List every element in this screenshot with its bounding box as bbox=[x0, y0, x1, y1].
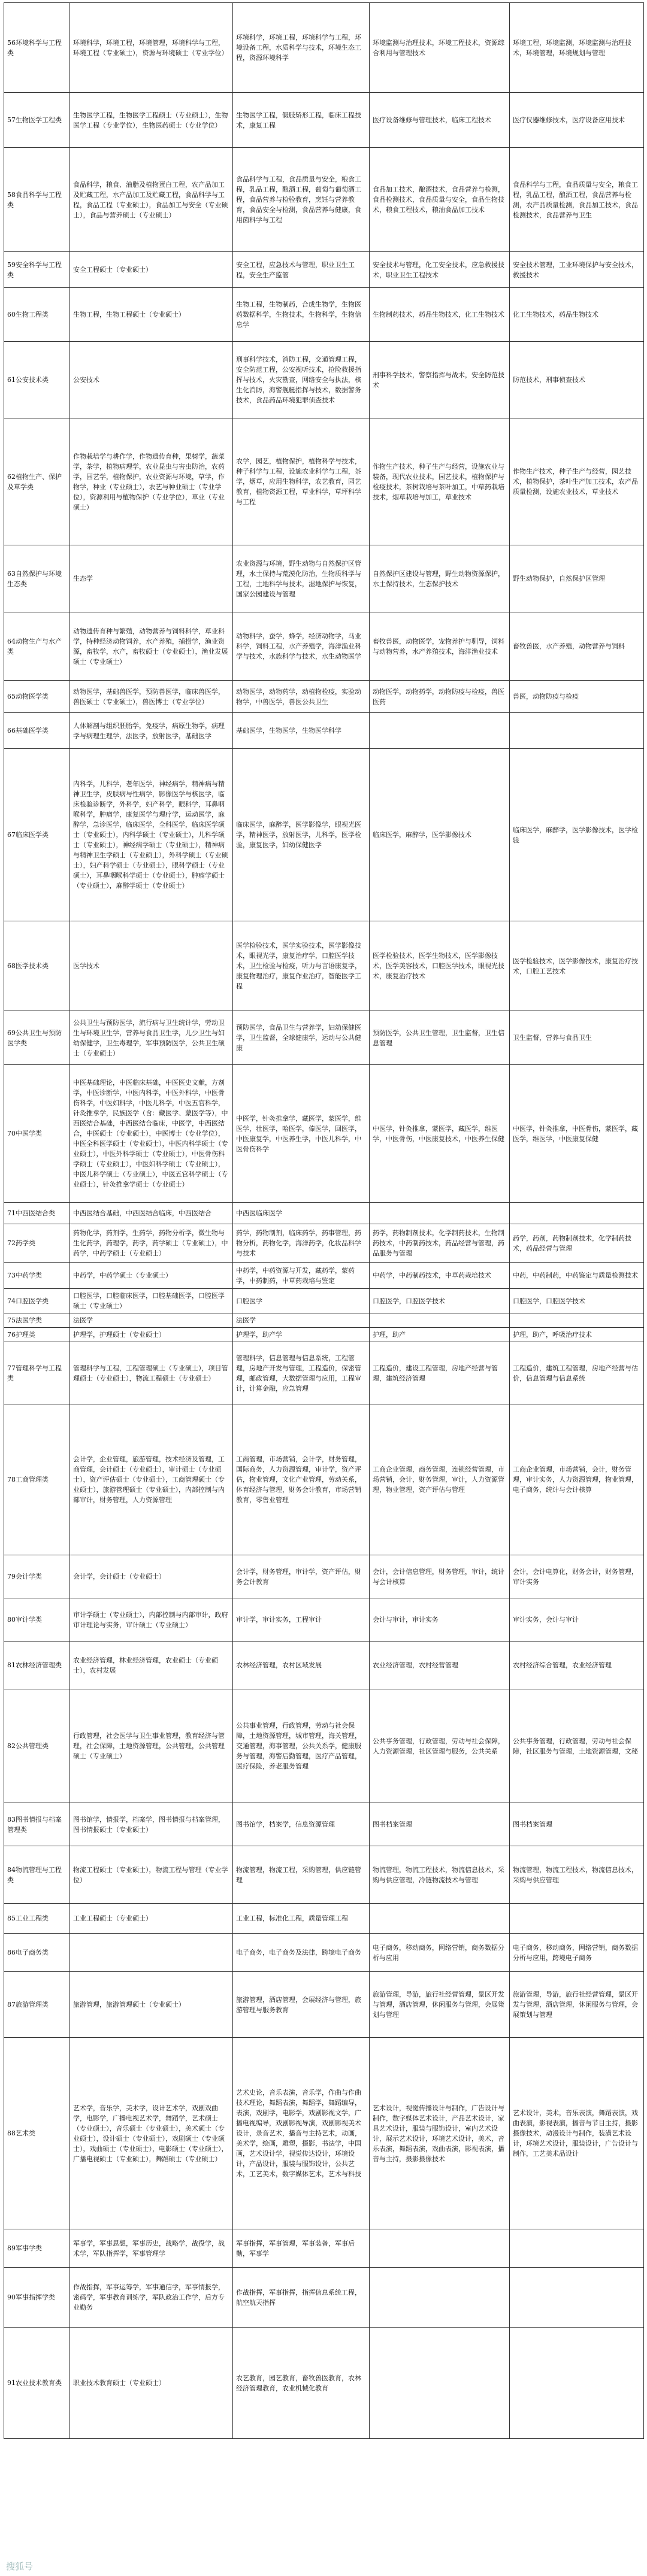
vocational-majors-cell: 医疗设备维修与管理技术，临床工程技术 bbox=[370, 93, 510, 148]
postgraduate-majors-cell: 作战指挥，军事运筹学，军事通信学，军事情报学，密码学，军事教育训练学，军队政治工作学，后方专业勤务 bbox=[70, 2268, 233, 2328]
vocational-majors-cell: 会计，会计信息管理，财务管理，审计，统计与会计核算 bbox=[370, 1555, 510, 1598]
vocational-majors-cell: 药学，药物制剂技术，化学制药技术，生物制药技术，中药制药技术，药品经营与管理，药品服务与管理 bbox=[370, 1224, 510, 1263]
postgraduate-majors-cell: 医学技术 bbox=[70, 921, 233, 1011]
secondary-majors-cell: 野生动物保护，自然保护区管理 bbox=[510, 545, 644, 612]
vocational-majors-cell: 旅游管理，导游，旅行社经营管理，景区开发与管理，酒店管理，休闲服务与管理，会展策划与管理 bbox=[370, 1972, 510, 2038]
secondary-majors-cell: 畜牧兽医，水产养殖，动物营养与饲料 bbox=[510, 612, 644, 681]
undergraduate-majors-cell: 艺术史论，音乐表演，音乐学，作曲与作曲技术理论，舞蹈表演，舞蹈学，舞蹈编导，表演，戏剧学，电影学，戏剧影视文学，广播电视编导，戏剧影视导演，戏剧影视美术设计，录音艺术，播音与主持艺术，动画，美术学，绘画，雕塑，摄影，书法学，中国画，艺术设计学，视觉传达设计，环境设计，产品设计，服装与服饰设计，公共艺术，工艺美术，数字媒体艺术，艺术与科技 bbox=[233, 2038, 370, 2229]
vocational-majors-cell: 预防医学，公共卫生管理，卫生监督，卫生信息管理 bbox=[370, 1011, 510, 1065]
table-row bbox=[4, 1328, 644, 1342]
table-row bbox=[4, 342, 644, 418]
vocational-majors-cell: 护理，助产 bbox=[370, 1328, 510, 1342]
postgraduate-majors-cell: 食品科学，粮食、油脂及植物蛋白工程，农产品加工及贮藏工程，水产品加工及贮藏工程，食品科学与工程，食品工程（专业硕士），食品加工与安全（专业硕士），食品与营养硕士（专业硕士） bbox=[70, 148, 233, 252]
watermark: 搜狐号 bbox=[6, 2561, 34, 2572]
undergraduate-majors-cell: 药学，药物制剂，临床药学，药事管理，药物分析，药物化学，海洋药学，化妆品科学与技术 bbox=[233, 1224, 370, 1263]
table-row bbox=[4, 1289, 644, 1313]
postgraduate-majors-cell: 中西医结合基础，中西医结合临床，中西医结合 bbox=[70, 1203, 233, 1224]
undergraduate-majors-cell: 农艺教育，园艺教育，畜牧兽医教育，农林经济管理教育，农业机械化教育 bbox=[233, 2328, 370, 2439]
undergraduate-majors-cell: 安全工程，应急技术与管理，职业卫生工程，安全生产监管 bbox=[233, 252, 370, 288]
vocational-majors-cell: 中医学，针灸推拿，蒙医学，藏医学，维医学，中医骨伤，中医康复技术，中医养生保健 bbox=[370, 1065, 510, 1203]
category-cell: 67临床医学类 bbox=[4, 749, 70, 921]
category-cell: 81农林经济管理类 bbox=[4, 1642, 70, 1689]
secondary-majors-cell: 兽医，动物防疫与检疫 bbox=[510, 681, 644, 713]
category-cell: 62植物生产、保护及草学类 bbox=[4, 418, 70, 545]
category-cell: 72药学类 bbox=[4, 1224, 70, 1263]
secondary-majors-cell: 工程造价，建筑工程管理，房地产经营与估价，信息管理与信息系统 bbox=[510, 1342, 644, 1404]
secondary-majors-cell: 中药，中药制药，中药鉴定与质量检测技术 bbox=[510, 1263, 644, 1289]
vocational-majors-cell: 安全技术与管理，化工安全技术，应急救援技术，职业卫生工程技术 bbox=[370, 252, 510, 288]
vocational-majors-cell bbox=[370, 1313, 510, 1328]
undergraduate-majors-cell: 旅游管理，酒店管理，会展经济与管理，旅游管理与服务教育 bbox=[233, 1972, 370, 2038]
secondary-majors-cell: 电子商务，移动商务，网络营销，商务数据分析与应用，跨境电子商务 bbox=[510, 1934, 644, 1972]
vocational-majors-cell: 图书档案管理 bbox=[370, 1803, 510, 1846]
undergraduate-majors-cell: 医学检验技术，医学实验技术，医学影像技术，眼视光学，康复治疗学，口腔医学技术，卫生检验与检疫，听力与言语康复学，康复物理治疗，康复作业治疗，智能医学工程 bbox=[233, 921, 370, 1011]
postgraduate-majors-cell: 职业技术教育硕士（专业硕士） bbox=[70, 2328, 233, 2439]
table-row bbox=[4, 93, 644, 148]
undergraduate-majors-cell: 会计学，财务管理，审计学，资产评估，财务会计教育 bbox=[233, 1555, 370, 1598]
secondary-majors-cell: 图书档案管理 bbox=[510, 1803, 644, 1846]
vocational-majors-cell: 物流管理，物流工程技术，物流信息技术，采购与供应管理，冷链物流技术与管理 bbox=[370, 1846, 510, 1904]
postgraduate-majors-cell: 会计学，会计硕士（专业硕士） bbox=[70, 1555, 233, 1598]
table-row bbox=[4, 1065, 644, 1203]
category-cell: 84物流管理与工程类 bbox=[4, 1846, 70, 1904]
undergraduate-majors-cell: 环境科学，环境工程，环境科学与工程，环境设备工程，水质科学与技术，环境生态工程，资源环境科学 bbox=[233, 3, 370, 93]
secondary-majors-cell: 防范技术，刑事侦查技术 bbox=[510, 342, 644, 418]
postgraduate-majors-cell: 军事学，军事思想，军事历史，战略学，战役学，战术学，军队指挥学，军事管理学 bbox=[70, 2229, 233, 2268]
vocational-majors-cell: 工商企业管理，商务管理，连锁经营管理，市场营销，会计，财务管理，审计，人力资源管理，物业管理，资产评估与管理 bbox=[370, 1404, 510, 1555]
secondary-majors-cell: 卫生监督，营养与食品卫生 bbox=[510, 1011, 644, 1065]
vocational-majors-cell bbox=[370, 2328, 510, 2439]
table-row bbox=[4, 1263, 644, 1289]
vocational-majors-cell: 刑事科学技术，警察指挥与战术，安全防范技术 bbox=[370, 342, 510, 418]
secondary-majors-cell: 医疗仪器维修技术，医疗设备应用技术 bbox=[510, 93, 644, 148]
postgraduate-majors-cell: 人体解剖与组织胚胎学，免疫学，病原生物学，病理学与病理生理学，法医学，放射医学，基础医学 bbox=[70, 713, 233, 749]
vocational-majors-cell bbox=[370, 1203, 510, 1224]
undergraduate-majors-cell: 口腔医学 bbox=[233, 1289, 370, 1313]
postgraduate-majors-cell: 行政管理，社会医学与卫生事业管理，教育经济与管理，社会保障，土地资源管理，公共管理，公共管理硕士（专业硕士） bbox=[70, 1689, 233, 1803]
table-row bbox=[4, 681, 644, 713]
category-cell: 87旅游管理类 bbox=[4, 1972, 70, 2038]
secondary-majors-cell: 安全技术管理，工业环境保护与安全技术，救援技术 bbox=[510, 252, 644, 288]
table-row bbox=[4, 545, 644, 612]
secondary-majors-cell: 农村经济综合管理，农业经济管理 bbox=[510, 1642, 644, 1689]
undergraduate-majors-cell: 农林经济管理，农村区域发展 bbox=[233, 1642, 370, 1689]
secondary-majors-cell: 会计，会计电算化，财务会计，财务管理，审计实务 bbox=[510, 1555, 644, 1598]
undergraduate-majors-cell: 护理学，助产学 bbox=[233, 1328, 370, 1342]
postgraduate-majors-cell: 审计学硕士（专业硕士），内部控制与内部审计，政府审计理论与实务，审计硕士（专业硕士） bbox=[70, 1598, 233, 1642]
undergraduate-majors-cell: 军事指挥，军事管理，军事装备，军事后勤，军事学 bbox=[233, 2229, 370, 2268]
undergraduate-majors-cell: 物流管理，物流工程，采购管理，供应链管理 bbox=[233, 1846, 370, 1904]
undergraduate-majors-cell: 中医学，针灸推拿学，藏医学，蒙医学，维医学，壮医学，哈医学，傣医学，回医学，中医康复学，中医养生学，中医儿科学，中医骨伤科学 bbox=[233, 1065, 370, 1203]
category-cell: 63自然保护与环境生态类 bbox=[4, 545, 70, 612]
undergraduate-majors-cell: 预防医学，食品卫生与营养学，妇幼保健医学，卫生监督，全球健康学，运动与公共健康 bbox=[233, 1011, 370, 1065]
vocational-majors-cell: 生物制药技术，药品生物技术，化工生物技术 bbox=[370, 288, 510, 342]
vocational-majors-cell bbox=[370, 1904, 510, 1934]
undergraduate-majors-cell: 刑事科学技术，消防工程，交通管理工程，安全防范工程，公安视听技术，抢险救援指挥与技术，火灾勘查，网络安全与执法，核生化消防，海警舰艇指挥与技术，数据警务技术，食品药品环境犯罪侦查技术 bbox=[233, 342, 370, 418]
secondary-majors-cell: 审计实务，会计与审计 bbox=[510, 1598, 644, 1642]
vocational-majors-cell: 会计与审计，审计实务 bbox=[370, 1598, 510, 1642]
secondary-majors-cell: 物流管理，物流工程技术，物流信息技术，采购与供应管理 bbox=[510, 1846, 644, 1904]
undergraduate-majors-cell: 动物医学，动物药学，动植物检疫，实验动物学，中兽医学，兽医公共卫生 bbox=[233, 681, 370, 713]
undergraduate-majors-cell: 电子商务，电子商务及法律，跨境电子商务 bbox=[233, 1934, 370, 1972]
table-row bbox=[4, 1203, 644, 1224]
secondary-majors-cell bbox=[510, 2268, 644, 2328]
postgraduate-majors-cell: 生态学 bbox=[70, 545, 233, 612]
postgraduate-majors-cell: 安全工程硕士（专业硕士） bbox=[70, 252, 233, 288]
undergraduate-majors-cell: 基础医学，生物医学，生物医学科学 bbox=[233, 713, 370, 749]
vocational-majors-cell: 中药学，中药制药技术，中草药栽培技术 bbox=[370, 1263, 510, 1289]
category-cell: 66基础医学类 bbox=[4, 713, 70, 749]
secondary-majors-cell: 工商企业管理，市场营销，会计，财务管理，审计实务，人力资源管理，物业管理，电子商务，统计与会计核算 bbox=[510, 1404, 644, 1555]
category-cell: 77管理科学与工程类 bbox=[4, 1342, 70, 1404]
table-row bbox=[4, 921, 644, 1011]
vocational-majors-cell: 农业经济管理，农村经营管理 bbox=[370, 1642, 510, 1689]
undergraduate-majors-cell: 生物医学工程，假肢矫形工程，临床工程技术，康复工程 bbox=[233, 93, 370, 148]
secondary-majors-cell: 食品科学与工程，食品质量与安全，粮食工程，乳品工程，酿酒工程，食品营养与检测，农产品质量检测，食品加工技术，食品检测技术，食品营养与卫生 bbox=[510, 148, 644, 252]
major-catalog-table bbox=[4, 2, 644, 2439]
table-row bbox=[4, 252, 644, 288]
undergraduate-majors-cell: 工商管理，市场营销，会计学，财务管理，国际商务，人力资源管理，审计学，资产评估，物业管理，文化产业管理，劳动关系，体育经济与管理，财务会计教育，市场营销教育，零售业管理 bbox=[233, 1404, 370, 1555]
category-cell: 91农业技术教育类 bbox=[4, 2328, 70, 2439]
category-cell: 89军事学类 bbox=[4, 2229, 70, 2268]
table-row bbox=[4, 418, 644, 545]
vocational-majors-cell: 公共事务管理，行政管理，劳动与社会保障，人力资源管理，社区管理与服务，公共关系 bbox=[370, 1689, 510, 1803]
secondary-majors-cell bbox=[510, 2229, 644, 2268]
category-cell: 90军事指挥学类 bbox=[4, 2268, 70, 2328]
category-cell: 60生物工程类 bbox=[4, 288, 70, 342]
category-cell: 70中医学类 bbox=[4, 1065, 70, 1203]
vocational-majors-cell bbox=[370, 2229, 510, 2268]
table-row bbox=[4, 749, 644, 921]
vocational-majors-cell: 动物医学，动物药学，动物防疫与检疫，兽医医药 bbox=[370, 681, 510, 713]
table-row bbox=[4, 2268, 644, 2328]
undergraduate-majors-cell: 法医学 bbox=[233, 1313, 370, 1328]
undergraduate-majors-cell: 生物工程，生物制药，合成生物学，生物医药数据科学，生物技术，生物科学，生物信息学 bbox=[233, 288, 370, 342]
undergraduate-majors-cell: 公共事业管理，行政管理，劳动与社会保障，土地资源管理，城市管理，海关管理，交通管理，海事管理，公共关系学，健康服务与管理，海警后勤管理，医疗产品管理，医疗保险，养老服务管理 bbox=[233, 1689, 370, 1803]
category-cell: 61公安技术类 bbox=[4, 342, 70, 418]
vocational-majors-cell: 畜牧兽医，动物医学，宠物养护与驯导，饲料与动物营养，水产养殖技术，海洋渔业技术 bbox=[370, 612, 510, 681]
secondary-majors-cell: 护理，助产，呼吸治疗技术 bbox=[510, 1328, 644, 1342]
table-row bbox=[4, 1642, 644, 1689]
category-cell: 79会计学类 bbox=[4, 1555, 70, 1598]
vocational-majors-cell: 自然保护区建设与管理，野生动物资源保护，水土保持技术，生态保护技术 bbox=[370, 545, 510, 612]
table-row bbox=[4, 1313, 644, 1328]
undergraduate-majors-cell: 中西医临床医学 bbox=[233, 1203, 370, 1224]
secondary-majors-cell bbox=[510, 1313, 644, 1328]
table-row bbox=[4, 1011, 644, 1065]
vocational-majors-cell bbox=[370, 2268, 510, 2328]
table-row bbox=[4, 148, 644, 252]
table-body bbox=[4, 3, 644, 2439]
postgraduate-majors-cell: 物流工程硕士（专业硕士），物流工程与管理（专业学位） bbox=[70, 1846, 233, 1904]
table-row bbox=[4, 713, 644, 749]
category-cell: 75法医学类 bbox=[4, 1313, 70, 1328]
table-row bbox=[4, 3, 644, 93]
postgraduate-majors-cell: 作物栽培学与耕作学，作物遗传育种，果树学，蔬菜学，茶学，植物病理学，农业昆虫与害虫防治，农药学，园艺学，植物保护，农业资源与环境，草学，作物学，种业（专业硕士），农艺与种业硕士（专业学位），资源利用与植物保护（专业学位），草业（专业硕士） bbox=[70, 418, 233, 545]
postgraduate-majors-cell: 会计学，企业管理，旅游管理，技术经济及管理，工商管理，会计硕士（专业硕士），审计硕士（专业硕士），资产评估硕士（专业硕士），工商管理硕士（专业硕士），旅游管理硕士（专业硕士），内部控制与内部审计，财务管理，人力资源管理 bbox=[70, 1404, 233, 1555]
vocational-majors-cell: 环境监测与治理技术，环境工程技术，资源综合利用与管理技术 bbox=[370, 3, 510, 93]
secondary-majors-cell: 作物生产技术，种子生产与经营，园艺技术，植物保护，茶叶生产加工技术，农产品质量检测，设施农业技术，草业技术 bbox=[510, 418, 644, 545]
category-cell: 78工商管理类 bbox=[4, 1404, 70, 1555]
secondary-majors-cell bbox=[510, 1904, 644, 1934]
table-row bbox=[4, 1598, 644, 1642]
vocational-majors-cell: 临床医学，麻醉学，医学影像技术 bbox=[370, 749, 510, 921]
table-row bbox=[4, 1904, 644, 1934]
vocational-majors-cell: 艺术设计，视觉传播设计与制作，广告设计与制作，数字媒体艺术设计，产品艺术设计，家具艺术设计，服装与服饰设计，室内艺术设计，展示艺术设计，环境艺术设计，美术，音乐表演，舞蹈表演，戏曲表演，影视表演，播音与主持，摄影摄像技术 bbox=[370, 2038, 510, 2229]
undergraduate-majors-cell: 食品科学与工程，食品质量与安全，粮食工程，乳品工程，酿酒工程，葡萄与葡萄酒工程，食品营养与检验教育，烹饪与营养教育，食品安全与检测，食品营养与健康，食用菌科学与工程 bbox=[233, 148, 370, 252]
postgraduate-majors-cell: 中药学，中药学硕士（专业硕士） bbox=[70, 1263, 233, 1289]
category-cell: 85工业工程类 bbox=[4, 1904, 70, 1934]
table-row bbox=[4, 2038, 644, 2229]
undergraduate-majors-cell: 图书馆学，档案学，信息资源管理 bbox=[233, 1803, 370, 1846]
postgraduate-majors-cell bbox=[70, 1934, 233, 1972]
secondary-majors-cell: 药学，药剂，药物制剂技术，化学制药技术，药品经营与管理 bbox=[510, 1224, 644, 1263]
postgraduate-majors-cell: 药物化学，药剂学，生药学，药物分析学，微生物与生化药学，药理学，药学，药学硕士（专业硕士），中药学，中药学硕士（专业硕士） bbox=[70, 1224, 233, 1263]
postgraduate-majors-cell: 图书馆学，情报学，档案学，图书情报与档案管理，图书情报硕士（专业硕士） bbox=[70, 1803, 233, 1846]
secondary-majors-cell bbox=[510, 1203, 644, 1224]
table-row bbox=[4, 1224, 644, 1263]
postgraduate-majors-cell: 公共卫生与预防医学，流行病与卫生统计学，劳动卫生与环境卫生学，营养与食品卫生学，儿少卫生与妇幼保健学，卫生毒理学，军事预防医学，公共卫生硕士（专业硕士） bbox=[70, 1011, 233, 1065]
postgraduate-majors-cell: 口腔医学，口腔临床医学，口腔基础医学，口腔医学硕士（专业硕士） bbox=[70, 1289, 233, 1313]
table-row bbox=[4, 2229, 644, 2268]
category-cell: 65动物医学类 bbox=[4, 681, 70, 713]
secondary-majors-cell: 医学检验技术，医学影像技术，康复治疗技术，口腔工艺技术 bbox=[510, 921, 644, 1011]
table-row bbox=[4, 1689, 644, 1803]
vocational-majors-cell: 医学检验技术，医学生物技术，医学影像技术，医学美容技术，口腔医学技术，眼视光技术，康复治疗技术 bbox=[370, 921, 510, 1011]
postgraduate-majors-cell: 内科学，儿科学，老年医学，神经病学，精神病与精神卫生学，皮肤病与性病学，影像医学与核医学，临床检验诊断学，外科学，妇产科学，眼科学，耳鼻咽喉科学，肿瘤学，康复医学与理疗学，运动医学，麻醉学，急诊医学，临床医学，全科医学，临床医学硕士（专业硕士），内科学硕士（专业硕士），儿科学硕士（专业硕士），神经病学硕士（专业硕士），精神病与精神卫生学硕士（专业硕士），外科学硕士（专业硕士），妇产科学硕士（专业硕士），眼科学硕士（专业硕士），耳鼻咽喉科学硕士（专业硕士），肿瘤学硕士（专业硕士），麻醉学硕士（专业硕士） bbox=[70, 749, 233, 921]
undergraduate-majors-cell: 中药学，中药资源与开发，藏药学，蒙药学，中药制药，中草药栽培与鉴定 bbox=[233, 1263, 370, 1289]
table-row bbox=[4, 1972, 644, 2038]
secondary-majors-cell: 口腔医学，口腔医学技术 bbox=[510, 1289, 644, 1313]
secondary-majors-cell: 中医学，针灸推拿，中医骨伤，蒙医学，藏医学，维医学，中医康复保健 bbox=[510, 1065, 644, 1203]
category-cell: 76护理类 bbox=[4, 1328, 70, 1342]
secondary-majors-cell: 旅游管理，导游，旅行社经营管理，景区开发与管理，酒店管理，休闲服务与管理，会展策划与管理 bbox=[510, 1972, 644, 2038]
table-row bbox=[4, 1803, 644, 1846]
undergraduate-majors-cell: 审计学，审计实务，工程审计 bbox=[233, 1598, 370, 1642]
table-row bbox=[4, 1342, 644, 1404]
postgraduate-majors-cell: 护理学，护理硕士（专业硕士） bbox=[70, 1328, 233, 1342]
secondary-majors-cell bbox=[510, 2328, 644, 2439]
postgraduate-majors-cell: 艺术学，音乐学，美术学，设计艺术学，戏剧戏曲学，电影学，广播电视艺术学，舞蹈学，艺术硕士（专业硕士），音乐硕士（专业硕士），美术硕士（专业硕士），设计硕士（专业硕士），戏剧硕士（专业硕士），戏曲硕士（专业硕士），电影硕士（专业硕士），广播电视硕士（专业硕士），舞蹈硕士（专业硕士） bbox=[70, 2038, 233, 2229]
category-cell: 82公共管理类 bbox=[4, 1689, 70, 1803]
table-row bbox=[4, 1846, 644, 1904]
secondary-majors-cell: 公共事务管理，行政管理，劳动与社会保障，社区服务与管理，土地资源管理，文秘 bbox=[510, 1689, 644, 1803]
category-cell: 88艺术类 bbox=[4, 2038, 70, 2229]
undergraduate-majors-cell: 工业工程，标准化工程，质量管理工程 bbox=[233, 1904, 370, 1934]
postgraduate-majors-cell: 公安技术 bbox=[70, 342, 233, 418]
category-cell: 80审计学类 bbox=[4, 1598, 70, 1642]
table-row bbox=[4, 288, 644, 342]
table-row bbox=[4, 1934, 644, 1972]
secondary-majors-cell: 环境工程，环境监测，环境监测与治理技术，环境管理，环境规划与管理 bbox=[510, 3, 644, 93]
category-cell: 58食品科学与工程类 bbox=[4, 148, 70, 252]
category-cell: 64动物生产与水产类 bbox=[4, 612, 70, 681]
postgraduate-majors-cell: 动物遗传育种与繁殖，动物营养与饲料科学，草业科学，特种经济动物饲养，水产养殖，捕捞学，渔业资源，畜牧学，水产，畜牧硕士（专业硕士），渔业发展硕士（专业硕士） bbox=[70, 612, 233, 681]
vocational-majors-cell: 作物生产技术，种子生产与经营，设施农业与装备，现代农业技术，园艺技术，植物保护与检疫技术，茶树栽培与茶叶加工，中草药栽培技术，烟草栽培与加工，草业技术 bbox=[370, 418, 510, 545]
postgraduate-majors-cell: 农业经济管理，林业经济管理，农业硕士（专业硕士），农村发展 bbox=[70, 1642, 233, 1689]
undergraduate-majors-cell: 作战指挥，军事指挥，指挥信息系统工程，航空航天指挥 bbox=[233, 2268, 370, 2328]
category-cell: 69公共卫生与预防医学类 bbox=[4, 1011, 70, 1065]
table-row bbox=[4, 1555, 644, 1598]
undergraduate-majors-cell: 临床医学，麻醉学，医学影像学，眼视光医学，精神医学，放射医学，儿科学，医学检验，康复医学，妇幼保健医学 bbox=[233, 749, 370, 921]
secondary-majors-cell: 艺术设计，美术，音乐表演，舞蹈表演，戏曲表演，影视表演，播音与节目主持，摄影摄像技术，动漫设计与制作，装潢艺术设计，环境艺术设计，服装设计，广告设计与制作，工艺美术品设计 bbox=[510, 2038, 644, 2229]
vocational-majors-cell: 工程造价，建设工程管理，房地产经营与管理，建筑经济管理 bbox=[370, 1342, 510, 1404]
category-cell: 74口腔医学类 bbox=[4, 1289, 70, 1313]
category-cell: 68医学技术类 bbox=[4, 921, 70, 1011]
table-row bbox=[4, 2328, 644, 2439]
category-cell: 83图书情报与档案管理类 bbox=[4, 1803, 70, 1846]
postgraduate-majors-cell: 动物医学，基础兽医学，预防兽医学，临床兽医学，兽医硕士（专业硕士），兽医博士（专业学位） bbox=[70, 681, 233, 713]
secondary-majors-cell: 临床医学，麻醉学，医学影像技术，医学检验 bbox=[510, 749, 644, 921]
category-cell: 86电子商务类 bbox=[4, 1934, 70, 1972]
undergraduate-majors-cell: 动物科学，蚕学，蜂学，经济动物学，马业科学，饲料工程，水产养殖学，海洋渔业科学与技术，水族科学与技术，水生动物医学 bbox=[233, 612, 370, 681]
undergraduate-majors-cell: 农业资源与环境，野生动物与自然保护区管理，水土保持与荒漠化防治，生物质科学与工程，土地科学与技术，湿地保护与恢复，国家公园建设与管理 bbox=[233, 545, 370, 612]
postgraduate-majors-cell: 环境科学，环境工程，环境管理，环境科学与工程，环境工程（专业硕士），资源与环境硕士（专业学位） bbox=[70, 3, 233, 93]
postgraduate-majors-cell: 工业工程硕士（专业硕士） bbox=[70, 1904, 233, 1934]
category-cell: 73中药学类 bbox=[4, 1263, 70, 1289]
category-cell: 57生物医学工程类 bbox=[4, 93, 70, 148]
vocational-majors-cell: 口腔医学，口腔医学技术 bbox=[370, 1289, 510, 1313]
secondary-majors-cell bbox=[510, 713, 644, 749]
table-row bbox=[4, 1404, 644, 1555]
undergraduate-majors-cell: 管理科学，信息管理与信息系统，工程管理，房地产开发与管理，工程造价，保密管理，邮政管理，大数据管理与应用，工程审计，计算金融，应急管理 bbox=[233, 1342, 370, 1404]
undergraduate-majors-cell: 农学，园艺，植物保护，植物科学与技术，种子科学与工程，设施农业科学与工程，茶学，烟草，应用生物科学，农艺教育，园艺教育，植物资源工程，草业科学，草坪科学与工程 bbox=[233, 418, 370, 545]
category-cell: 59安全科学与工程类 bbox=[4, 252, 70, 288]
postgraduate-majors-cell: 管理科学与工程，工程管理硕士（专业硕士），项目管理硕士（专业硕士），物流工程硕士（专业硕士） bbox=[70, 1342, 233, 1404]
vocational-majors-cell: 电子商务，移动商务，网络营销，商务数据分析与应用 bbox=[370, 1934, 510, 1972]
vocational-majors-cell: 食品加工技术，酿酒技术，食品营养与检测，食品检测技术，食品质量与安全，食品生物技术，粮食工程技术，粮油食品加工技术 bbox=[370, 148, 510, 252]
secondary-majors-cell: 化工生物技术，药品生物技术 bbox=[510, 288, 644, 342]
category-cell: 71中西医结合类 bbox=[4, 1203, 70, 1224]
postgraduate-majors-cell: 旅游管理，旅游管理硕士（专业硕士） bbox=[70, 1972, 233, 2038]
vocational-majors-cell bbox=[370, 713, 510, 749]
postgraduate-majors-cell: 中医基础理论，中医临床基础，中医医史文献，方剂学，中医诊断学，中医内科学，中医外科学，中医骨伤科学，中医妇科学，中医儿科学，中医五官科学，针灸推拿学，民族医学（含：藏医学、蒙医学等），中西医结合基础，中西医结合临床，中医学，中西医结合，中医硕士（专业硕士），中医博士（专业学位），中医全科医学硕士（专业硕士），中医内科学硕士（专业硕士），中医外科学硕士（专业硕士），中医骨伤科学硕士（专业硕士），中医妇科学硕士（专业硕士），中医儿科学硕士（专业硕士），中医五官科学硕士（专业硕士），针灸推拿学硕士（专业硕士） bbox=[70, 1065, 233, 1203]
category-cell: 56环境科学与工程类 bbox=[4, 3, 70, 93]
postgraduate-majors-cell: 生物医学工程，生物医学工程硕士（专业硕士），生物医学工程（专业学位），生物医药硕士（专业学位） bbox=[70, 93, 233, 148]
table-row bbox=[4, 612, 644, 681]
postgraduate-majors-cell: 生物工程，生物工程硕士（专业硕士） bbox=[70, 288, 233, 342]
postgraduate-majors-cell: 法医学 bbox=[70, 1313, 233, 1328]
